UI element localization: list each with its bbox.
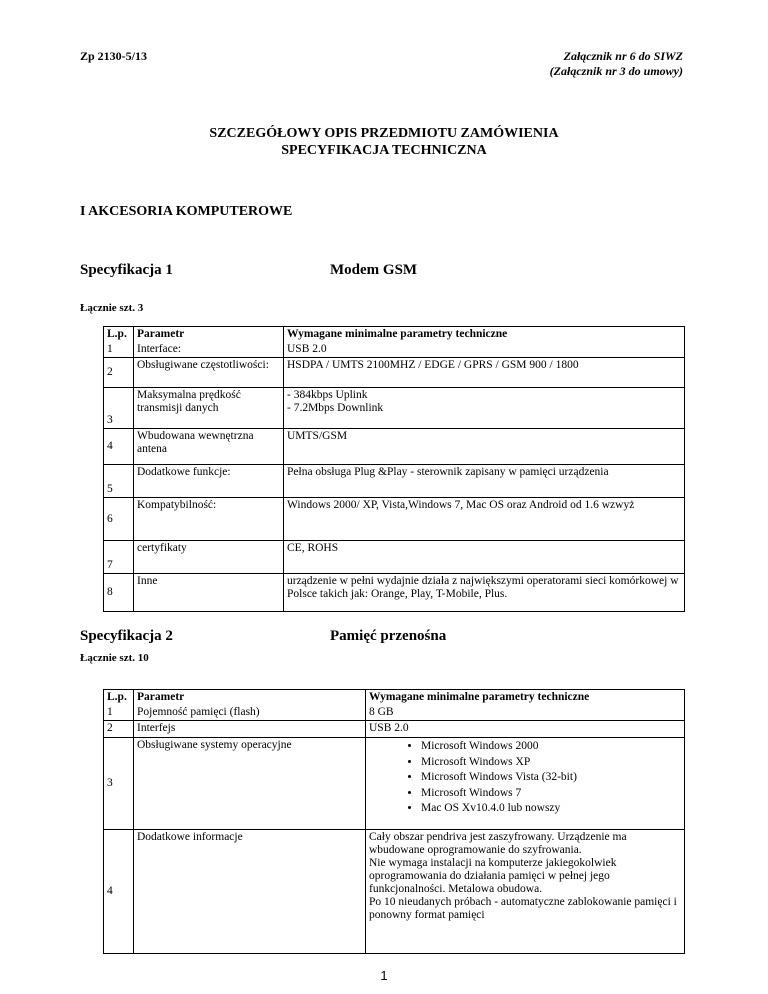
table-row	[104, 465, 685, 498]
table-header-row	[104, 690, 685, 706]
row-value	[366, 738, 685, 830]
row-param: Maksymalna prędkość transmisji danych	[134, 388, 284, 429]
row-value: HSDPA / UMTS 2100MHZ / EDGE / GPRS / GSM 900 / 1800	[284, 358, 685, 388]
spec2-quantity: Łącznie szt. 10	[80, 652, 149, 664]
spec2-name: Pamięć przenośna	[330, 628, 447, 644]
table-row	[104, 358, 685, 388]
row-param: Pojemność pamięci (flash)	[134, 705, 366, 721]
row-value: Pełna obsługa Plug &Play - sterownik zapisany w pamięci urządzenia	[284, 465, 685, 498]
list-item: • Microsoft Windows Vista (32-bit)	[421, 770, 681, 786]
spec1-table	[103, 326, 685, 612]
row-param: certyfikaty	[134, 541, 284, 574]
header-param: Parametr	[134, 327, 284, 343]
row-lp: 1	[104, 342, 134, 358]
table-row	[104, 342, 685, 358]
list-item: • Mac OS Xv10.4.0 lub nowszy	[421, 801, 681, 817]
table-header-row	[104, 327, 685, 343]
table-row	[104, 705, 685, 721]
table-row	[104, 429, 685, 465]
annex-line-2: (Załącznik nr 3 do umowy)	[549, 64, 683, 78]
list-item: • Microsoft Windows 2000	[421, 739, 681, 755]
row-lp: 3	[104, 388, 134, 429]
table-row	[104, 541, 685, 574]
row-value: USB 2.0	[366, 721, 685, 738]
row-param: Wbudowana wewnętrzna antena	[134, 429, 284, 465]
table-row	[104, 738, 685, 830]
row-param: Interfejs	[134, 721, 366, 738]
annex-line-1: Załącznik nr 6 do SIWZ	[563, 49, 683, 63]
header-lp: L.p.	[104, 327, 134, 343]
row-lp: 5	[104, 465, 134, 498]
row-value: Windows 2000/ XP, Vista,Windows 7, Mac OS oraz Android od 1.6 wzwyż	[284, 498, 685, 541]
row-lp: 8	[104, 574, 134, 612]
spec1-quantity: Łącznie szt. 3	[80, 302, 144, 314]
document-title: SZCZEGÓŁOWY OPIS PRZEDMIOTU ZAMÓWIENIA	[209, 126, 559, 141]
table-row	[104, 574, 685, 612]
row-param: Obsługiwane częstotliwości:	[134, 358, 284, 388]
spec1-name: Modem GSM	[330, 262, 418, 278]
list-item: • Microsoft Windows 7	[421, 786, 681, 802]
row-param: Kompatybilność:	[134, 498, 284, 541]
row-param: Dodatkowe funkcje:	[134, 465, 284, 498]
row-value: UMTS/GSM	[284, 429, 685, 465]
row-param: Obsługiwane systemy operacyjne	[134, 738, 366, 830]
section-heading: I AKCESORIA KOMPUTEROWE	[80, 204, 293, 219]
row-param: Interface:	[134, 342, 284, 358]
annex-label	[550, 49, 683, 79]
list-item: • Microsoft Windows XP	[421, 755, 681, 771]
table-row	[104, 830, 685, 954]
os-list	[369, 739, 681, 817]
row-lp: 7	[104, 541, 134, 574]
row-param: Dodatkowe informacje	[134, 830, 366, 954]
row-value: CE, ROHS	[284, 541, 685, 574]
table-row	[104, 388, 685, 429]
header-lp: L.p.	[104, 690, 134, 706]
row-lp: 4	[104, 429, 134, 465]
row-lp: 3	[104, 738, 134, 830]
row-param: Inne	[134, 574, 284, 612]
header-param: Parametr	[134, 690, 366, 706]
table-row	[104, 498, 685, 541]
header-value: Wymagane minimalne parametry techniczne	[366, 690, 685, 706]
row-lp: 2	[104, 721, 134, 738]
spec2-table	[103, 689, 685, 954]
spec1-label: Specyfikacja 1	[80, 262, 173, 278]
row-value: 8 GB	[366, 705, 685, 721]
row-value: Cały obszar pendriva jest zaszyfrowany. Urządzenie ma wbudowane oprogramowanie do szyfrowania. Nie wymaga instalacji na komputerze jakiegokolwiek oprogramowania do działania pamięci w pełnej jego funkcjonalności. Metalowa obudowa. Po 10 nieudanych próbach - automatyczne zablokowanie pamięci i ponowny format pamięci	[366, 830, 685, 954]
row-lp: 2	[104, 358, 134, 388]
document-subtitle: SPECYFIKACJA TECHNICZNA	[281, 143, 487, 158]
page-number: 1	[380, 968, 388, 983]
table-row	[104, 721, 685, 738]
spec2-label: Specyfikacja 2	[80, 628, 173, 644]
row-lp: 4	[104, 830, 134, 954]
row-lp: 6	[104, 498, 134, 541]
row-value: USB 2.0	[284, 342, 685, 358]
row-lp: 1	[104, 705, 134, 721]
header-value: Wymagane minimalne parametry techniczne	[284, 327, 685, 343]
row-value: - 384kbps Uplink - 7.2Mbps Downlink	[284, 388, 685, 429]
document-reference: Zp 2130-5/13	[80, 49, 148, 63]
row-value: urządzenie w pełni wydajnie działa z największymi operatorami sieci komórkowej w Polsce takich jak: Orange, Play, T-Mobile, Plus.	[284, 574, 685, 612]
